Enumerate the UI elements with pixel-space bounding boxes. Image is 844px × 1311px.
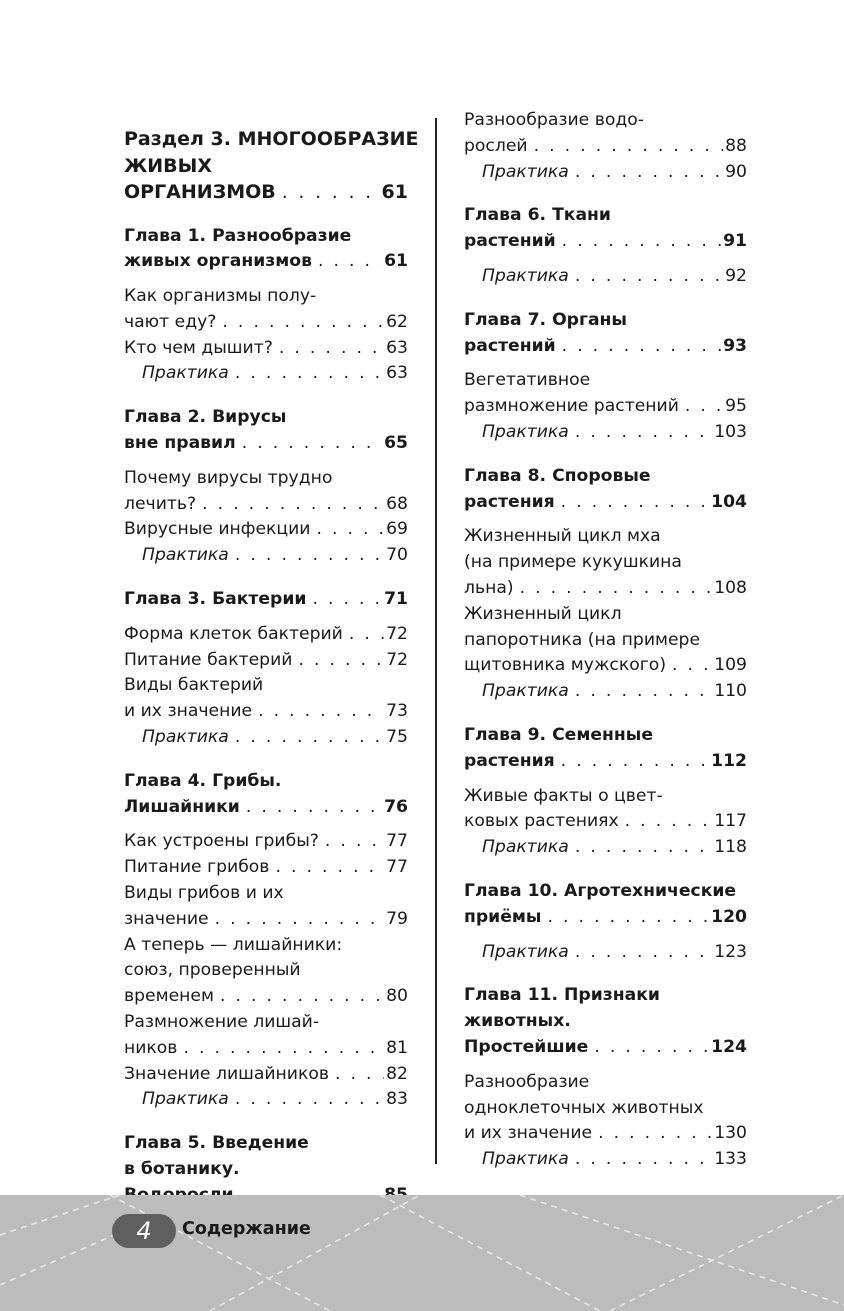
dot-leader xyxy=(220,986,384,1006)
toc-entry-text: Как организмы полу- xyxy=(124,286,317,307)
dot-leader xyxy=(183,1038,384,1058)
dot-leader xyxy=(562,231,721,251)
dot-leader xyxy=(575,837,712,857)
dot-leader xyxy=(562,336,721,356)
toc-entry-text: Почему вирусы трудно xyxy=(124,467,333,488)
toc-page-number: 81 xyxy=(386,1037,408,1058)
toc-entry-last-line xyxy=(464,422,747,448)
toc-entry-text: животных. xyxy=(464,1011,571,1032)
toc-page-number: 90 xyxy=(725,161,747,182)
toc-page-number: 124 xyxy=(711,1036,747,1057)
toc-entry-text: Глава 4. Грибы. xyxy=(124,770,282,791)
toc-entry-last-line xyxy=(464,811,747,837)
toc-entry-line xyxy=(464,725,747,751)
toc-page-number: 92 xyxy=(725,265,747,286)
toc-entry[interactable] xyxy=(124,468,408,520)
toc-page-number: 79 xyxy=(386,908,408,929)
toc-entry-text: живых организмов xyxy=(124,251,312,272)
toc-entry-last-line xyxy=(124,519,408,545)
dot-leader xyxy=(282,181,380,203)
toc-entry-last-line xyxy=(464,942,747,968)
toc-entry-text: растений xyxy=(464,335,556,356)
dot-leader xyxy=(298,650,384,670)
toc-chapter-heading[interactable] xyxy=(464,310,747,362)
toc-entry-text: одноклеточных животных xyxy=(464,1097,704,1118)
toc-entry-line xyxy=(124,883,408,909)
dot-leader xyxy=(275,857,384,877)
toc-entry[interactable] xyxy=(124,857,408,883)
toc-entry-line xyxy=(464,1011,747,1037)
toc-entry-last-line xyxy=(124,1064,408,1090)
toc-entry-text: Разнообразие водо- xyxy=(464,110,644,130)
toc-entry-last-line xyxy=(124,1038,408,1064)
toc-entry[interactable] xyxy=(124,675,408,727)
toc-entry-text: папоротника (на примере xyxy=(464,629,701,650)
dot-leader xyxy=(594,1037,709,1057)
dot-leader xyxy=(598,1123,712,1143)
toc-entry-text: и их значение xyxy=(124,701,253,722)
toc-page-number: 83 xyxy=(386,1089,408,1110)
dot-leader xyxy=(349,624,384,644)
toc-page-number: 63 xyxy=(386,337,408,358)
toc-entry-text: льна) xyxy=(464,577,514,598)
toc-entry-text: союз, проверенный xyxy=(124,960,301,981)
toc-page-number: 108 xyxy=(714,577,747,598)
toc-right-column xyxy=(464,110,747,1244)
toc-entry-text: ников xyxy=(124,1037,178,1058)
toc-entry-text: Кто чем дышит? xyxy=(124,337,273,358)
toc-entry[interactable] xyxy=(124,286,408,338)
toc-entry-line xyxy=(464,370,747,396)
toc-page-number: 104 xyxy=(711,491,747,512)
toc-entry-text: Практика xyxy=(482,265,569,286)
page-number: 4 xyxy=(112,1214,176,1248)
toc-page-number: 71 xyxy=(384,589,408,610)
toc-entry-text: Практика xyxy=(142,545,229,566)
toc-entry-text: Практика xyxy=(482,1149,569,1170)
toc-practice-entry[interactable] xyxy=(124,363,408,389)
toc-entry-text: Глава 11. Признаки xyxy=(464,985,660,1006)
toc-practice-entry[interactable] xyxy=(464,266,747,292)
toc-entry[interactable] xyxy=(124,935,408,1012)
toc-entry-text: растений xyxy=(464,231,556,252)
dot-leader xyxy=(534,136,724,156)
toc-entry-last-line xyxy=(124,986,408,1012)
toc-entry-text: Глава 1. Разнообразие xyxy=(124,225,352,246)
toc-entry-text: растения xyxy=(464,750,555,771)
toc-entry-text: Глава 6. Ткани xyxy=(464,205,611,226)
toc-entry-text: Вегетативное xyxy=(464,370,591,391)
toc-entry-text: Раздел 3. МНОГООБРАЗИЕ xyxy=(124,128,419,150)
toc-entry-text: Глава 5. Введение xyxy=(124,1133,309,1154)
toc-entry[interactable] xyxy=(124,338,408,364)
toc-entry-text: Жизненный цикл мха xyxy=(464,526,661,547)
toc-entry-text: Простейшие xyxy=(464,1036,589,1057)
dot-leader xyxy=(215,909,385,929)
toc-entry-text: Практика xyxy=(142,363,229,384)
toc-entry[interactable] xyxy=(464,526,747,603)
toc-page-number: 103 xyxy=(714,421,747,442)
toc-page-number: 62 xyxy=(386,311,408,332)
toc-entry-text: Глава 7. Органы xyxy=(464,309,627,330)
toc-entry-last-line xyxy=(464,1149,747,1175)
toc-entry-text: Значение лишайников xyxy=(124,1063,329,1084)
toc-entry-last-line xyxy=(464,266,747,292)
toc-entry-line xyxy=(464,786,747,812)
toc-practice-entry[interactable] xyxy=(464,681,747,707)
column-divider xyxy=(435,118,437,1164)
toc-entry-last-line xyxy=(464,837,747,863)
toc-entry-last-line xyxy=(124,433,408,459)
dot-leader xyxy=(235,363,384,383)
toc-entry-line xyxy=(464,310,747,336)
toc-entry-text: в ботанику. xyxy=(124,1159,240,1179)
toc-entry-line xyxy=(464,110,747,136)
toc-entry-line xyxy=(124,226,408,252)
toc-page-number: 117 xyxy=(714,811,747,832)
toc-page-number: 80 xyxy=(386,986,408,1007)
toc-entry-text: вне правил xyxy=(124,433,236,454)
dot-leader xyxy=(318,251,382,271)
dot-leader xyxy=(625,811,713,831)
toc-page-number: 130 xyxy=(714,1123,747,1144)
toc-entry-line xyxy=(124,286,408,312)
dot-leader xyxy=(222,312,384,332)
toc-entry-line xyxy=(464,466,747,492)
toc-entry-last-line xyxy=(124,494,408,520)
toc-entry-last-line xyxy=(124,701,408,727)
toc-entry-line xyxy=(124,155,408,182)
toc-page-number: 77 xyxy=(386,831,408,852)
toc-chapter-heading[interactable] xyxy=(464,466,747,518)
dot-leader xyxy=(335,1064,384,1084)
toc-page-number: 93 xyxy=(723,335,747,356)
toc-page-number: 110 xyxy=(714,681,747,702)
toc-entry-last-line xyxy=(464,751,747,777)
toc-chapter-heading[interactable] xyxy=(464,725,747,777)
toc-entry-line xyxy=(124,1133,408,1159)
toc-entry-text: Практика xyxy=(142,727,229,748)
toc-entry[interactable] xyxy=(464,1072,747,1149)
toc-page-number: 120 xyxy=(711,906,747,927)
toc-page-number: 61 xyxy=(384,251,408,272)
toc-page-number: 112 xyxy=(711,750,747,771)
toc-entry-last-line xyxy=(464,396,747,422)
toc-chapter-heading[interactable] xyxy=(124,128,419,208)
toc-entry-last-line xyxy=(124,857,408,883)
toc-chapter-heading[interactable] xyxy=(124,407,408,459)
toc-entry-last-line xyxy=(124,312,408,338)
toc-entry-text: Размножение лишай- xyxy=(124,1012,320,1033)
toc-practice-entry[interactable] xyxy=(124,1089,408,1115)
toc-entry[interactable] xyxy=(124,883,408,935)
dot-leader xyxy=(575,266,723,286)
toc-entry[interactable] xyxy=(124,831,408,857)
toc-page-number: 118 xyxy=(714,837,747,858)
toc-entry-line xyxy=(124,468,408,494)
footer-pattern-icon xyxy=(0,1195,844,1311)
toc-entry-last-line xyxy=(464,907,747,933)
toc-entry[interactable] xyxy=(124,650,408,676)
toc-entry-last-line xyxy=(124,363,408,389)
toc-entry[interactable] xyxy=(464,604,747,681)
toc-entry-last-line xyxy=(124,338,408,364)
toc-entry-line xyxy=(124,1012,408,1038)
dot-leader xyxy=(575,162,723,182)
toc-entry-text: А теперь — лишайники: xyxy=(124,934,343,955)
toc-page-number: 63 xyxy=(386,363,408,384)
toc-entry[interactable] xyxy=(124,519,408,545)
toc-entry-text: (на примере кукушкина xyxy=(464,552,682,573)
toc-entry-text: щитовника мужского) xyxy=(464,655,667,676)
toc-entry-line xyxy=(464,630,747,656)
toc-entry-last-line xyxy=(124,589,408,615)
dot-leader xyxy=(242,433,382,453)
toc-entry-text: значение xyxy=(124,908,209,929)
toc-entry-text: размножение растений xyxy=(464,396,679,417)
toc-entry[interactable] xyxy=(464,110,747,162)
toc-entry-line xyxy=(464,526,747,552)
toc-page-number: 77 xyxy=(386,857,408,878)
toc-practice-entry[interactable] xyxy=(124,727,408,753)
toc-page-number: 76 xyxy=(384,796,408,817)
dot-leader xyxy=(235,545,384,565)
toc-page-number: 61 xyxy=(381,181,408,203)
footer-band xyxy=(0,1195,844,1311)
toc-left-column xyxy=(124,110,419,1211)
toc-page-number: 123 xyxy=(714,941,747,962)
toc-entry-last-line xyxy=(124,727,408,753)
toc-entry-line xyxy=(124,1159,408,1185)
dot-leader xyxy=(258,701,384,721)
toc-practice-entry[interactable] xyxy=(464,942,747,968)
toc-entry[interactable] xyxy=(124,1064,408,1090)
toc-chapter-heading[interactable] xyxy=(464,985,747,1062)
toc-entry-text: Питание грибов xyxy=(124,857,270,878)
toc-entry-text: растения xyxy=(464,491,555,512)
toc-chapter-heading[interactable] xyxy=(124,771,408,823)
toc-page-number: 68 xyxy=(386,493,408,514)
toc-entry-line xyxy=(464,881,747,907)
toc-entry-text: Питание бактерий xyxy=(124,649,293,670)
toc-entry-line xyxy=(464,1098,747,1124)
dot-leader xyxy=(575,942,712,962)
toc-practice-entry[interactable] xyxy=(124,545,408,571)
dot-leader xyxy=(520,578,713,598)
toc-entry[interactable] xyxy=(464,370,747,422)
toc-entry-last-line xyxy=(124,650,408,676)
toc-entry-line xyxy=(464,604,747,630)
toc-page-number: 82 xyxy=(386,1063,408,1084)
toc-entry-last-line xyxy=(464,1123,747,1149)
dot-leader xyxy=(246,797,382,817)
toc-page-number: 91 xyxy=(723,231,747,252)
toc-entry-last-line xyxy=(464,492,747,518)
toc-practice-entry[interactable] xyxy=(464,837,747,863)
toc-entry-text: Глава 9. Семенные xyxy=(464,724,653,745)
toc-page-number: 109 xyxy=(714,655,747,676)
toc-page-number: 72 xyxy=(386,649,408,670)
toc-entry-line xyxy=(464,985,747,1011)
toc-entry-text: Глава 10. Агротехнические xyxy=(464,880,737,901)
toc-entry-last-line xyxy=(124,624,408,650)
toc-entry-text: Глава 3. Бактерии xyxy=(124,589,307,610)
toc-entry-text: Практика xyxy=(142,1089,229,1110)
footer-title: Содержание xyxy=(182,1219,311,1239)
dot-leader xyxy=(312,589,382,609)
toc-entry-text: чают еду? xyxy=(124,311,217,332)
toc-entry-last-line xyxy=(464,336,747,362)
toc-entry-line xyxy=(464,552,747,578)
toc-entry-line xyxy=(464,205,747,231)
dot-leader xyxy=(279,338,384,358)
toc-entry-line xyxy=(124,128,419,155)
toc-entry[interactable] xyxy=(124,1012,408,1064)
toc-entry-line xyxy=(124,675,408,701)
toc-chapter-heading[interactable] xyxy=(124,226,408,278)
toc-entry-text: ЖИВЫХ xyxy=(124,154,212,177)
toc-page-number: 133 xyxy=(714,1149,747,1170)
toc-entry-last-line xyxy=(464,655,747,681)
dot-leader xyxy=(325,831,384,851)
toc-page-number: 72 xyxy=(386,623,408,644)
toc-page-number: 70 xyxy=(386,545,408,566)
toc-entry-text: ОРГАНИЗМОВ xyxy=(124,181,276,203)
toc-entry-text: Практика xyxy=(482,681,569,702)
toc-entry-last-line xyxy=(124,831,408,857)
toc-entry-text: Виды грибов и их xyxy=(124,883,284,904)
toc-entry-line xyxy=(124,935,408,961)
toc-entry[interactable] xyxy=(124,624,408,650)
dot-leader xyxy=(235,1089,384,1109)
dot-leader xyxy=(575,681,712,701)
dot-leader xyxy=(575,422,712,442)
dot-leader xyxy=(547,907,709,927)
toc-entry-last-line xyxy=(124,1089,408,1115)
toc-entry-text: Как устроены грибы? xyxy=(124,831,319,852)
toc-entry[interactable] xyxy=(464,786,747,838)
toc-page-number: 69 xyxy=(386,519,408,540)
toc-practice-entry[interactable] xyxy=(464,1149,747,1175)
toc-chapter-heading[interactable] xyxy=(124,589,408,615)
toc-entry-text: лечить? xyxy=(124,493,197,514)
toc-entry-last-line xyxy=(124,181,408,208)
toc-entry-last-line xyxy=(124,797,408,823)
toc-entry-text: временем xyxy=(124,986,214,1007)
toc-page-number: 88 xyxy=(725,135,747,156)
toc-entry-last-line xyxy=(124,251,408,277)
dot-leader xyxy=(316,519,384,539)
toc-entry-last-line xyxy=(464,162,747,188)
dot-leader xyxy=(561,492,709,512)
toc-entry-text: Практика xyxy=(482,161,569,182)
toc-entry-last-line xyxy=(464,681,747,707)
toc-entry-text: Виды бактерий xyxy=(124,675,264,696)
dot-leader xyxy=(202,494,384,514)
toc-entry-last-line xyxy=(124,909,408,935)
toc-page-number: 65 xyxy=(384,433,408,454)
toc-chapter-heading[interactable] xyxy=(464,881,747,933)
dot-leader xyxy=(561,751,709,771)
toc-entry-text: Глава 2. Вирусы xyxy=(124,407,287,428)
toc-entry-text: Практика xyxy=(482,837,569,858)
toc-entry-text: и их значение xyxy=(464,1123,593,1144)
dot-leader xyxy=(235,727,384,747)
toc-entry-text: приёмы xyxy=(464,906,542,927)
toc-entry-line xyxy=(124,407,408,433)
toc-entry-last-line xyxy=(464,578,747,604)
toc-entry-text: Жизненный цикл xyxy=(464,603,622,624)
toc-entry-last-line xyxy=(464,1037,747,1063)
dot-leader xyxy=(672,655,712,675)
toc-entry-text: Живые факты о цвет- xyxy=(464,785,663,806)
toc-practice-entry[interactable] xyxy=(464,422,747,448)
toc-page-number: 95 xyxy=(725,396,747,417)
toc-entry-text: Форма клеток бактерий xyxy=(124,623,343,644)
toc-entry-text: Практика xyxy=(482,421,569,442)
toc-page-number: 73 xyxy=(386,701,408,722)
toc-entry-text: Глава 8. Споровые xyxy=(464,465,651,486)
toc-page-number: 75 xyxy=(386,727,408,748)
toc-chapter-heading[interactable] xyxy=(464,205,747,257)
toc-practice-entry[interactable] xyxy=(464,162,747,188)
toc-entry-text: Лишайники xyxy=(124,796,240,817)
toc-entry-last-line xyxy=(464,231,747,257)
toc-entry-text: Разнообразие xyxy=(464,1071,590,1092)
toc-entry-text: Вирусные инфекции xyxy=(124,519,311,540)
toc-entry-last-line xyxy=(464,136,747,162)
toc-entry-line xyxy=(464,1072,747,1098)
toc-entry-line xyxy=(124,771,408,797)
dot-leader xyxy=(575,1149,712,1169)
toc-entry-text: ковых растениях xyxy=(464,811,619,832)
toc-entry-line xyxy=(124,960,408,986)
dot-leader xyxy=(685,396,723,416)
toc-entry-last-line xyxy=(124,545,408,571)
toc-entry-text: Практика xyxy=(482,941,569,962)
toc-entry-text: рослей xyxy=(464,135,528,156)
